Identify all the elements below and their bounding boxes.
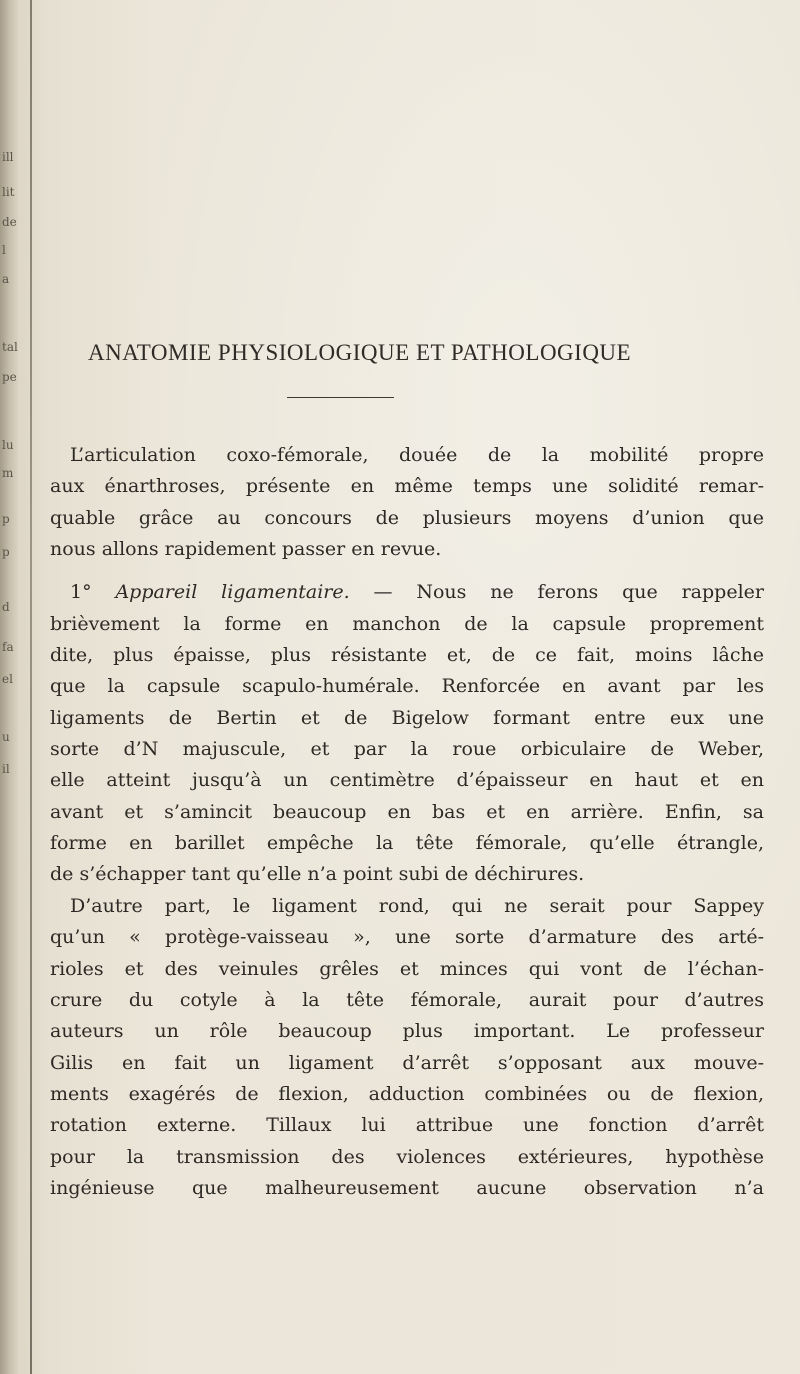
text-line: D’autre part, le ligament rond, qui ne serait pour Sappey xyxy=(70,894,764,917)
text-line: brièvement la forme en manchon de la capsule proprement xyxy=(50,612,764,635)
text-line: qu’un « protège-vaisseau », une sorte d’armature des arté- xyxy=(50,926,764,949)
margin-fragment: pe xyxy=(2,370,17,384)
header-rule xyxy=(287,397,394,398)
margin-fragment: ill xyxy=(2,150,14,164)
section-title: Appareil ligamentaire. xyxy=(115,581,350,604)
margin-fragment: tal xyxy=(2,340,18,354)
text-line: pour la transmission des violences extérieures, hypothèse xyxy=(50,1145,764,1168)
section-number: 1° xyxy=(70,581,92,604)
margin-fragment: lu xyxy=(2,438,14,452)
margin-fragment: lit xyxy=(2,185,15,199)
margin-fragment: a xyxy=(2,272,10,286)
running-head: ANATOMIE PHYSIOLOGIQUE ET PATHOLOGIQUE xyxy=(88,340,632,365)
margin-fragment: m xyxy=(2,466,14,480)
text-line: Gilis en fait un ligament d’arrêt s’opposant aux mouve- xyxy=(50,1051,764,1074)
margin-fragment: p xyxy=(2,545,10,559)
text-line: avant et s’amincit beaucoup en bas et en arrière. Enfin, sa xyxy=(50,800,764,823)
margin-fragment: fa xyxy=(2,640,14,654)
text-line: elle atteint jusqu’à un centimètre d’épaisseur en haut et en xyxy=(50,769,764,792)
text-line: quable grâce au concours de plusieurs moyens d’union que xyxy=(50,506,764,529)
section-heading-line xyxy=(50,577,764,608)
margin-fragment: d xyxy=(2,600,10,614)
body-text xyxy=(50,440,764,1204)
text-line: rioles et des veinules grêles et minces qui vont de l’échan- xyxy=(50,957,764,980)
text-line: crure du cotyle à la tête fémorale, aurait pour d’autres xyxy=(50,988,764,1011)
margin-fragment: u xyxy=(2,730,10,744)
text-line: sorte d’N majuscule, et par la roue orbiculaire de Weber, xyxy=(50,738,764,761)
previous-page-margin-fragments xyxy=(0,0,34,1374)
text-line: L’articulation coxo-fémorale, douée de la mobilité propre xyxy=(70,444,764,466)
margin-fragment: el xyxy=(2,672,13,686)
text-line: rotation externe. Tillaux lui attribue une fonction d’arrêt xyxy=(50,1114,764,1137)
text-line: forme en barillet empêche la tête fémorale, qu’elle étrangle, xyxy=(50,832,764,855)
margin-fragment: l xyxy=(2,243,6,257)
page-spine-shadow xyxy=(30,0,32,1374)
text-line: ments exagérés de flexion, adduction combinées ou de flexion, xyxy=(50,1082,764,1105)
margin-fragment: de xyxy=(2,215,17,229)
margin-fragment: p xyxy=(2,512,10,526)
text-line: dite, plus épaisse, plus résistante et, de ce fait, moins lâche xyxy=(50,644,764,667)
text-line: de s’échapper tant qu’elle n’a point subi de déchirures. xyxy=(50,863,585,886)
text-line: auteurs un rôle beaucoup plus important. Le professeur xyxy=(50,1020,764,1043)
text-line: ingénieuse que malheureusement aucune observation n’a xyxy=(50,1176,764,1199)
text-line: ligaments de Bertin et de Bigelow formant entre eux une xyxy=(50,706,764,729)
margin-fragment: il xyxy=(2,762,10,776)
text-line: aux énarthroses, présente en même temps une solidité remar- xyxy=(50,475,764,498)
text-line: nous allons rapidement passer en revue. xyxy=(50,538,442,561)
text-line: que la capsule scapulo-humérale. Renforcée en avant par les xyxy=(50,675,764,698)
section-heading-rest: — Nous ne ferons que rappeler xyxy=(349,581,764,604)
